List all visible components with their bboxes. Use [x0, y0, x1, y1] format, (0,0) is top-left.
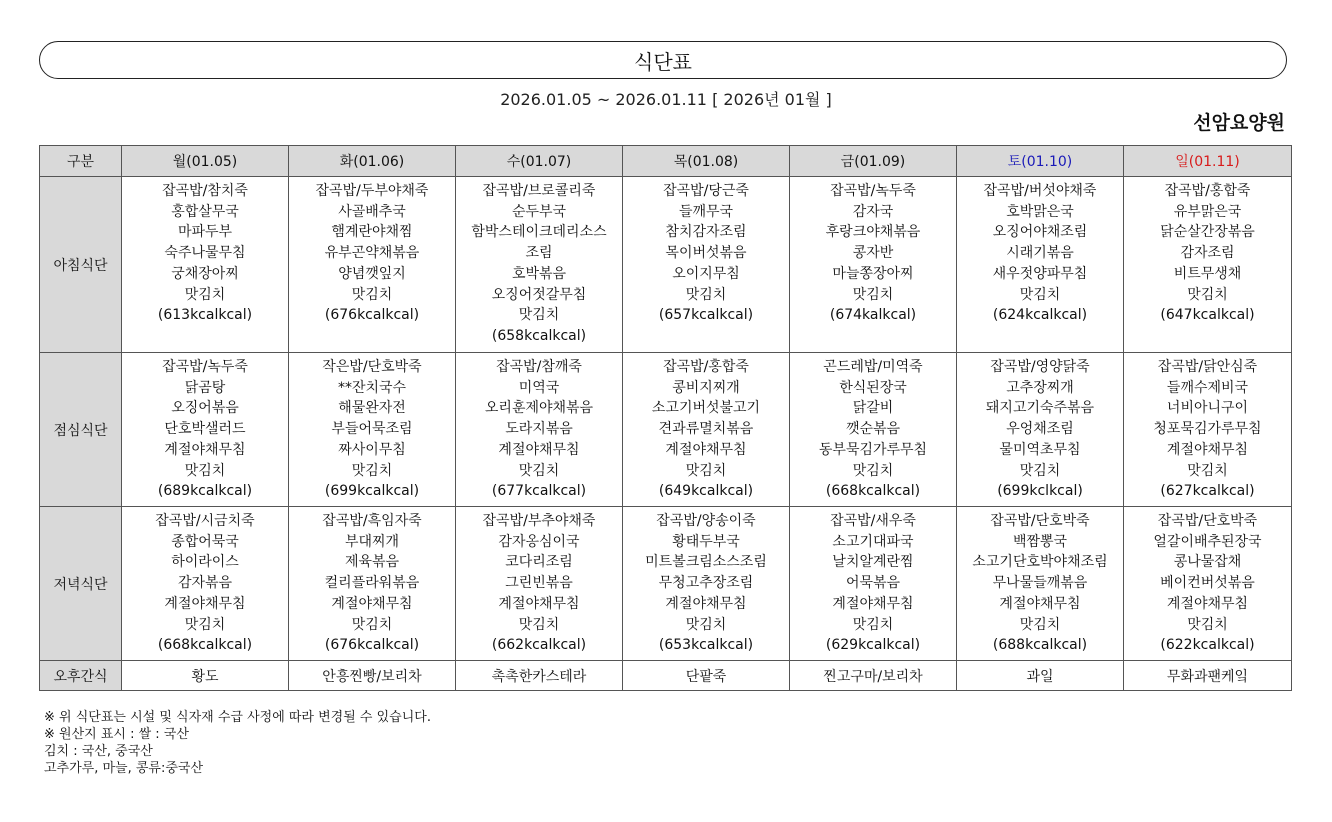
menu-item: 닭갈비: [852, 400, 894, 417]
menu-item: 소고기단호박야채조림: [972, 554, 1108, 571]
menu-cell: [456, 353, 623, 507]
menu-item: 햄계란야채찜: [331, 224, 413, 241]
menu-cell: [957, 353, 1124, 507]
menu-item: 맛김치: [1187, 286, 1228, 303]
menu-item: 황태두부국: [672, 533, 740, 550]
menu-item: 맛김치: [518, 616, 560, 633]
menu-item: (658kcalkcal): [491, 327, 587, 344]
menu-item: 계절야채무침: [498, 595, 580, 612]
menu-item: 잡곡밥/버섯야채죽: [983, 183, 1097, 199]
menu-item: (677kcalkcal): [491, 483, 587, 500]
menu-cell: [790, 507, 957, 661]
menu-item: 맛김치: [852, 616, 894, 633]
menu-cell: [122, 353, 289, 507]
header-day-sun: 일(01.11): [1124, 146, 1292, 177]
note-line: 고추가루, 마늘, 콩류:중국산: [44, 761, 204, 776]
menu-item: 너비아니구이: [1166, 400, 1249, 417]
menu-item: 들깨수제비국: [1166, 379, 1249, 396]
menu-item: 잡곡밥/브로콜리죽: [482, 183, 596, 199]
menu-item: (674kalkcal): [829, 307, 917, 324]
menu-item: 새우젓양파무침: [992, 265, 1088, 282]
menu-item: 호박맑은국: [1006, 203, 1074, 220]
menu-item: 어묵볶음: [845, 575, 901, 592]
menu-item: (688kcalkcal): [992, 637, 1088, 654]
row-label: 오후간식: [40, 661, 122, 691]
menu-item: 잡곡밥/당근죽: [663, 183, 749, 199]
menu-item: (699kcalkcal): [324, 483, 420, 500]
menu-item: 궁채장아찌: [171, 265, 239, 282]
menu-item: 잡곡밥/녹두죽: [830, 183, 916, 199]
menu-item: 부대찌개: [344, 533, 400, 550]
menu-cell: [790, 661, 957, 691]
menu-item: (627kcalkcal): [1160, 483, 1255, 500]
menu-item: 감자조림: [1180, 245, 1235, 262]
menu-item: (668kcalkcal): [157, 637, 253, 654]
menu-item: 찐고구마/보리차: [823, 668, 923, 685]
menu-item: 사골배추국: [338, 203, 406, 220]
menu-item: 목이버섯볶음: [665, 245, 747, 262]
menu-item: (668kcalkcal): [825, 483, 921, 500]
menu-item: 맛김치: [1187, 616, 1228, 633]
menu-item: 과일: [1026, 668, 1054, 685]
menu-item: 맛김치: [852, 462, 894, 479]
menu-cell: [957, 177, 1124, 353]
menu-item: 콩자반: [852, 245, 894, 262]
menu-item: 맛김치: [518, 307, 560, 324]
row-label: 점심식단: [40, 353, 122, 507]
menu-item: 도라지볶음: [505, 421, 573, 438]
menu-cell: [1124, 661, 1292, 691]
notes: [44, 709, 431, 777]
menu-item: 오리훈제야채볶음: [484, 400, 594, 417]
menu-cell: [623, 353, 790, 507]
menu-item: 잡곡밥/부추야채죽: [482, 513, 596, 529]
header-day-mon: 월(01.05): [122, 146, 289, 177]
menu-item: 잡곡밥/참치죽: [162, 183, 248, 199]
row-label: 아침식단: [40, 177, 122, 353]
menu-item: 베이컨버섯볶음: [1160, 575, 1255, 592]
menu-item: 잡곡밥/녹두죽: [162, 359, 248, 375]
menu-item: 맛김치: [1019, 462, 1061, 479]
menu-item: 계절야채무침: [665, 595, 747, 612]
menu-item: 미트볼크림소스조림: [645, 554, 767, 571]
menu-item: **잔치국수: [337, 379, 407, 396]
menu-item: 곤드레밥/미역죽: [823, 359, 923, 375]
menu-item: 유부곤약채볶음: [324, 245, 420, 262]
breakfast-row: [40, 177, 1292, 353]
menu-item: 계절야채무침: [665, 441, 747, 458]
organization-name: 선암요양원: [1193, 112, 1285, 134]
menu-item: 해물완자전: [338, 400, 406, 417]
header-day-wed: 수(01.07): [456, 146, 623, 177]
menu-item: 소고기대파국: [832, 533, 914, 550]
menu-cell: [289, 507, 456, 661]
menu-item: 황도: [191, 668, 219, 685]
menu-item: 맛김치: [184, 462, 226, 479]
menu-item: 잡곡밥/두부야채죽: [315, 183, 429, 199]
menu-item: 잡곡밥/영양닭죽: [990, 359, 1090, 375]
menu-item: 촉촉한카스테라: [491, 668, 587, 685]
menu-item: 종합어묵국: [171, 533, 239, 550]
menu-item: 맛김치: [852, 286, 894, 303]
menu-item: 맛김치: [351, 462, 393, 479]
header-day-thu: 목(01.08): [623, 146, 790, 177]
menu-item: 오징어젓갈무침: [491, 286, 587, 303]
menu-item: 청포묵김가루무침: [1153, 421, 1262, 438]
menu-item: 맛김치: [184, 616, 226, 633]
menu-item: 양념깻잎지: [338, 265, 406, 282]
menu-cell: [456, 177, 623, 353]
menu-cell: [623, 661, 790, 691]
header-day-sat: 토(01.10): [957, 146, 1124, 177]
menu-item: 소고기버섯불고기: [651, 400, 761, 417]
snack-row: [40, 661, 1292, 691]
menu-item: 맛김치: [351, 616, 393, 633]
menu-item: (629kcalkcal): [825, 637, 921, 654]
note-line: ※ 위 식단표는 시설 및 식자재 수급 사정에 따라 변경될 수 있습니다.: [44, 710, 431, 725]
menu-item: 미역국: [518, 379, 560, 396]
menu-item: (647kcalkcal): [1160, 307, 1255, 324]
menu-item: (657kcalkcal): [658, 307, 754, 324]
menu-item: (676kcalkcal): [324, 307, 420, 324]
menu-item: 날치알계란찜: [832, 554, 914, 571]
menu-item: 잡곡밥/단호박죽: [1157, 513, 1258, 529]
menu-item: (649kcalkcal): [658, 483, 754, 500]
menu-cell: [790, 177, 957, 353]
menu-item: 잡곡밥/닭안심죽: [1157, 359, 1258, 375]
menu-item: 무나물들깨볶음: [992, 575, 1088, 592]
note-line: 김치 : 국산, 중국산: [44, 744, 153, 759]
menu-item: (653kcalkcal): [658, 637, 754, 654]
menu-item: 맛김치: [1019, 616, 1061, 633]
menu-item: 물미역초무침: [999, 441, 1081, 458]
menu-item: 들깨무국: [678, 203, 734, 220]
menu-cell: [790, 353, 957, 507]
menu-item: 감자볶음: [177, 575, 233, 592]
menu-item: 잡곡밥/흑임자죽: [322, 513, 422, 529]
menu-item: 잡곡밥/양송이죽: [656, 513, 756, 529]
menu-item: 잡곡밥/시금치죽: [155, 513, 255, 529]
menu-item: 단팥죽: [685, 668, 727, 685]
menu-item: 감자옹심이국: [498, 533, 580, 550]
menu-item: 후랑크야채볶음: [825, 224, 921, 241]
menu-cell: [1124, 177, 1292, 353]
menu-item: 돼지고기숙주볶음: [985, 400, 1095, 417]
menu-item: 고추장찌개: [1006, 379, 1074, 396]
menu-item: (699kclkcal): [997, 483, 1083, 500]
menu-item: 단호박샐러드: [164, 421, 246, 438]
menu-item: 잡곡밥/단호박죽: [990, 513, 1090, 529]
menu-cell: [623, 177, 790, 353]
menu-item: 호박볶음: [511, 265, 567, 282]
menu-item: 계절야채무침: [1166, 595, 1249, 612]
menu-cell: [122, 507, 289, 661]
menu-item: 시래기볶음: [1006, 245, 1074, 262]
menu-item: 맛김치: [1187, 462, 1228, 479]
header-day-tue: 화(01.06): [289, 146, 456, 177]
menu-item: 비트무생채: [1173, 265, 1242, 282]
menu-item: 컬리플라워볶음: [324, 575, 420, 592]
menu-item: 계절야채무침: [164, 595, 246, 612]
menu-cell: [122, 661, 289, 691]
menu-item: 우엉채조림: [1006, 421, 1074, 438]
menu-item: 참치감자조림: [665, 224, 747, 241]
menu-item: 동부묵김가루무침: [818, 441, 928, 458]
menu-item: 무청고추장조림: [658, 575, 754, 592]
menu-item: (624kcalkcal): [992, 307, 1088, 324]
page-title: 식단표: [634, 49, 692, 74]
menu-cell: [456, 661, 623, 691]
menu-item: 잡곡밥/홍합죽: [1164, 183, 1251, 199]
dinner-row: [40, 507, 1292, 661]
menu-item: 맛김치: [1019, 286, 1061, 303]
menu-item: (613kcalkcal): [157, 307, 253, 324]
header-row: [40, 146, 1292, 177]
menu-item: 견과류멸치볶음: [658, 421, 754, 438]
menu-item: (662kcalkcal): [491, 637, 587, 654]
menu-item: 깻순볶음: [845, 421, 901, 438]
menu-item: 계절야채무침: [164, 441, 246, 458]
row-label: 저녁식단: [40, 507, 122, 661]
menu-item: 부들어묵조림: [331, 421, 413, 438]
menu-item: 오징어야채조림: [992, 224, 1088, 241]
menu-item: 얼갈이배추된장국: [1153, 533, 1262, 550]
menu-item: 맛김치: [685, 462, 727, 479]
menu-item: 숙주나물무침: [164, 245, 246, 262]
menu-item: 맛김치: [184, 286, 226, 303]
header-category: 구분: [40, 146, 122, 177]
period-range: 2026.01.05 ~ 2026.01.11 [ 2026년 01월 ]: [500, 90, 832, 109]
menu-item: 하이라이스: [171, 554, 239, 571]
menu-cell: [1124, 353, 1292, 507]
menu-item: 콩나물잡채: [1173, 554, 1242, 571]
menu-item: 오이지무침: [672, 265, 740, 282]
weekly-menu-table: [39, 145, 1292, 691]
menu-cell: [289, 661, 456, 691]
menu-item: 제육볶음: [344, 554, 400, 571]
menu-item: 감자국: [852, 203, 894, 220]
menu-item: 콩비지찌개: [672, 379, 740, 396]
menu-item: 닭곰탕: [184, 379, 226, 396]
header-day-fri: 금(01.09): [790, 146, 957, 177]
menu-item: 잡곡밥/참깨죽: [496, 359, 582, 375]
menu-cell: [623, 507, 790, 661]
menu-item: 계절야채무침: [832, 595, 914, 612]
menu-item: 닭순살간장볶음: [1160, 224, 1255, 241]
menu-item: 그린빈볶음: [505, 575, 573, 592]
menu-item: 코다리조림: [505, 554, 573, 571]
menu-cell: [957, 507, 1124, 661]
menu-item: 맛김치: [685, 616, 727, 633]
menu-item: 잡곡밥/새우죽: [830, 513, 916, 529]
menu-cell: [289, 353, 456, 507]
menu-item: 맛김치: [518, 462, 560, 479]
note-line: ※ 원산지 표시 : 쌀 : 국산: [44, 727, 189, 742]
menu-item: (676kcalkcal): [324, 637, 420, 654]
menu-cell: [456, 507, 623, 661]
menu-item: (689kcalkcal): [157, 483, 253, 500]
menu-item: 무화과팬케잌: [1166, 668, 1249, 685]
menu-item: 백짬뽕국: [1012, 533, 1068, 550]
menu-item: 맛김치: [685, 286, 727, 303]
menu-item: (622kcalkcal): [1160, 637, 1255, 654]
menu-item: 계절야채무침: [498, 441, 580, 458]
menu-item: 홍합살무국: [171, 203, 239, 220]
menu-item: 순두부국: [511, 203, 567, 220]
menu-cell: [1124, 507, 1292, 661]
menu-item: 계절야채무침: [331, 595, 413, 612]
menu-item: 마늘쫑장아찌: [832, 265, 914, 282]
menu-item: 함박스테이크데리소스: [471, 224, 607, 241]
menu-item: 작은밥/단호박죽: [322, 359, 422, 375]
menu-item: 마파두부: [177, 224, 233, 241]
menu-item: 한식된장국: [839, 379, 907, 396]
menu-item: 맛김치: [351, 286, 393, 303]
menu-cell: [122, 177, 289, 353]
menu-item: 계절야채무침: [999, 595, 1081, 612]
menu-item: 짜사이무침: [338, 441, 406, 458]
menu-item: 안흥찐빵/보리차: [322, 668, 422, 685]
menu-item: 유부맑은국: [1173, 203, 1242, 220]
menu-item: 오징어볶음: [171, 400, 239, 417]
menu-cell: [289, 177, 456, 353]
menu-title-box: [39, 41, 1287, 79]
lunch-row: [40, 353, 1292, 507]
menu-cell: [957, 661, 1124, 691]
menu-item: 계절야채무침: [1166, 441, 1249, 458]
menu-item: 조림: [525, 245, 553, 262]
menu-item: 잡곡밥/홍합죽: [663, 359, 749, 375]
